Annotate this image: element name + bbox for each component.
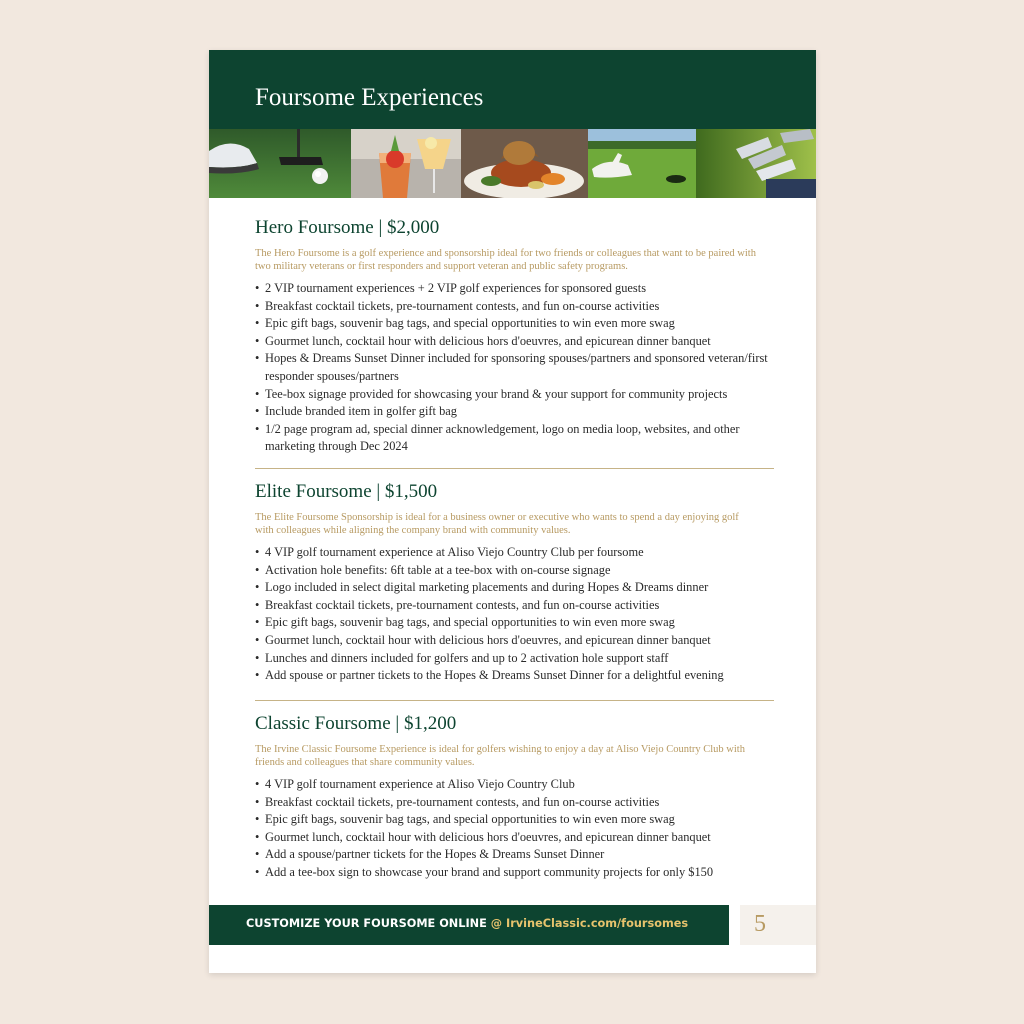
section-divider	[255, 700, 774, 701]
section-title: Elite Foursome | $1,500	[255, 481, 438, 502]
section-divider	[255, 468, 774, 469]
page-number: 5	[754, 911, 766, 937]
list-item: • Gourmet lunch, cocktail hour with delicious hors d'oeuvres, and epicurean dinner banquet	[255, 829, 775, 847]
golf-glove-hole-icon	[588, 129, 696, 198]
list-item: • Include branded item in golfer gift bag	[255, 403, 775, 421]
section-hero-foursome	[255, 217, 775, 456]
list-item: • 2 VIP tournament experiences + 2 VIP golf experiences for sponsored guests	[255, 280, 775, 298]
section-description: The Elite Foursome Sponsorship is ideal for a business owner or executive who wants to spend a day enjoying golf with colleagues while aligning the company brand with community values.	[255, 512, 739, 536]
list-item: • Breakfast cocktail tickets, pre-tournament contests, and fun on-course activities	[255, 597, 775, 615]
list-item: • Add spouse or partner tickets to the Hopes & Dreams Sunset Dinner for a delightful evening	[255, 667, 775, 685]
list-item: • Logo included in select digital marketing placements and during Hopes & Dreams dinner	[255, 579, 775, 597]
list-item: • Lunches and dinners included for golfers and up to 2 activation hole support staff	[255, 650, 775, 668]
benefit-list	[255, 280, 775, 456]
section-title: Classic Foursome | $1,200	[255, 713, 457, 734]
list-item: • Epic gift bags, souvenir bag tags, and special opportunities to win even more swag	[255, 811, 775, 829]
page-header	[209, 50, 816, 129]
gourmet-dish-icon	[461, 129, 588, 198]
footer-cta-label: CUSTOMIZE YOUR FOURSOME ONLINE	[246, 917, 491, 930]
foursomes-link[interactable]: @ IrvineClassic.com/foursomes	[490, 917, 689, 930]
list-item: • Epic gift bags, souvenir bag tags, and special opportunities to win even more swag	[255, 614, 775, 632]
benefit-list	[255, 544, 775, 685]
list-item: • Breakfast cocktail tickets, pre-tournament contests, and fun on-course activities	[255, 298, 775, 316]
benefit-list	[255, 776, 775, 882]
list-item: • 4 VIP golf tournament experience at Aliso Viejo Country Club per foursome	[255, 544, 775, 562]
page-number-box	[740, 905, 816, 945]
list-item: • 4 VIP golf tournament experience at Aliso Viejo Country Club	[255, 776, 775, 794]
list-item: • 1/2 page program ad, special dinner acknowledgement, logo on media loop, websites, and other marketing through Dec 2024	[255, 421, 775, 456]
section-title: Hero Foursome | $2,000	[255, 217, 440, 238]
section-classic-foursome	[255, 713, 775, 882]
list-item: • Add a tee-box sign to showcase your brand and support community projects for only $150	[255, 864, 775, 882]
list-item: • Gourmet lunch, cocktail hour with delicious hors d'oeuvres, and epicurean dinner banquet	[255, 632, 775, 650]
section-description: The Hero Foursome is a golf experience and sponsorship ideal for two friends or colleagues that want to be paired with two military veterans or first responders and support veteran and public safety programs.	[255, 248, 756, 272]
list-item: • Hopes & Dreams Sunset Dinner included for sponsoring spouses/partners and sponsored veteran/first responder spouses/partners	[255, 350, 775, 385]
photo-strip	[209, 129, 816, 198]
footer-banner	[209, 905, 729, 945]
footer-cta	[246, 917, 688, 930]
section-description: The Irvine Classic Foursome Experience is ideal for golfers wishing to enjoy a day at Aliso Viejo Country Club with friends and colleagues that share community values.	[255, 744, 745, 768]
cocktail-drinks-icon	[351, 129, 461, 198]
list-item: • Activation hole benefits: 6ft table at a tee-box with on-course signage	[255, 562, 775, 580]
golf-putting-icon	[209, 129, 351, 198]
list-item: • Tee-box signage provided for showcasing your brand & your support for community projects	[255, 386, 775, 404]
list-item: • Breakfast cocktail tickets, pre-tournament contests, and fun on-course activities	[255, 794, 775, 812]
brochure-page	[209, 50, 816, 973]
section-elite-foursome	[255, 481, 775, 685]
golf-clubs-icon	[696, 129, 816, 198]
list-item: • Epic gift bags, souvenir bag tags, and special opportunities to win even more swag	[255, 315, 775, 333]
list-item: • Add a spouse/partner tickets for the Hopes & Dreams Sunset Dinner	[255, 846, 775, 864]
list-item: • Gourmet lunch, cocktail hour with delicious hors d'oeuvres, and epicurean dinner banquet	[255, 333, 775, 351]
page-title: Foursome Experiences	[255, 84, 484, 111]
